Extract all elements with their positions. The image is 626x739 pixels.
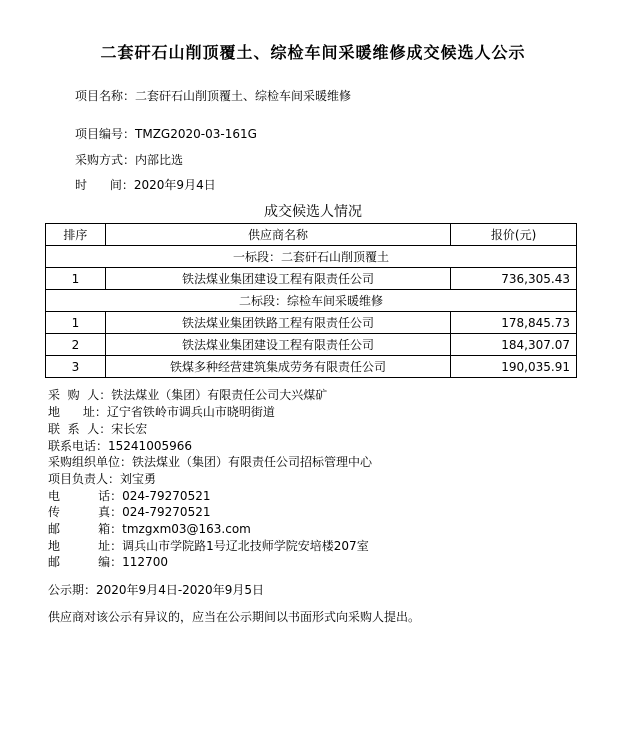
zip-line xyxy=(48,553,168,570)
organizer-label: 采购组织单位： xyxy=(48,455,133,469)
rank-cell: 1 xyxy=(46,312,106,334)
contact-phone-label: 联系电话： xyxy=(48,439,109,453)
project-lead-value: 刘宝勇 xyxy=(120,472,157,486)
project-lead-label: 项目负责人： xyxy=(48,472,121,486)
table-row xyxy=(46,268,577,290)
tel-line xyxy=(48,487,210,504)
procurement-method-label: 采购方式： xyxy=(75,153,136,167)
organizer-value: 铁法煤业（集团）有限责任公司招标管理中心 xyxy=(132,455,373,469)
fax-line xyxy=(48,503,210,520)
address-value: 辽宁省铁岭市调兵山市晓明街道 xyxy=(106,405,275,419)
purchaser-label: 采 购 人： xyxy=(48,388,112,402)
project-code-value: TMZG2020-03-161G xyxy=(135,127,257,141)
time-value: 2020年9月4日 xyxy=(133,178,216,192)
time-label: 时 间： xyxy=(75,178,134,192)
email-label: 邮 箱： xyxy=(48,522,123,536)
project-code-line xyxy=(75,125,257,142)
project-name-line xyxy=(75,87,351,104)
purchaser-value: 铁法煤业（集团）有限责任公司大兴煤矿 xyxy=(111,388,328,402)
table-row xyxy=(46,312,577,334)
fax-label: 传 真： xyxy=(48,505,123,519)
segment-row xyxy=(46,246,577,268)
contact-person-line xyxy=(48,420,147,437)
segment-label: 一标段：二套矸石山削顶覆土 xyxy=(46,246,577,268)
table-row xyxy=(46,334,577,356)
table-header-row xyxy=(46,224,577,246)
address-label: 地 址： xyxy=(48,405,107,419)
procurement-method-value: 内部比选 xyxy=(135,153,184,167)
supplier-cell: 铁法煤业集团建设工程有限责任公司 xyxy=(105,268,450,290)
tel-label: 电 话： xyxy=(48,489,123,503)
announcement-title: 二套矸石山削顶覆土、综检车间采暖维修成交候选人公示 xyxy=(100,43,526,62)
fax-value: 024-79270521 xyxy=(122,505,211,519)
table-title: 成交候选人情况 xyxy=(264,204,362,220)
rank-cell: 2 xyxy=(46,334,106,356)
contact-person-label: 联 系 人： xyxy=(48,422,112,436)
email-value: tmzgxm03@163.com xyxy=(122,522,251,536)
supplier-cell: 铁法煤业集团铁路工程有限责任公司 xyxy=(105,312,450,334)
project-lead-line xyxy=(48,470,156,487)
header-supplier: 供应商名称 xyxy=(105,224,450,246)
contact-phone-line xyxy=(48,437,192,454)
purchaser-line xyxy=(48,386,327,403)
tel-value: 024-79270521 xyxy=(122,489,211,503)
segment-row xyxy=(46,290,577,312)
candidates-table xyxy=(45,223,577,378)
header-rank: 排序 xyxy=(46,224,106,246)
header-price: 报价(元) xyxy=(451,224,577,246)
organizer-line xyxy=(48,453,372,470)
procurement-method-line xyxy=(75,151,183,168)
publicity-period-value: 2020年9月4日-2020年9月5日 xyxy=(96,583,264,597)
supplier-cell: 铁煤多种经营建筑集成劳务有限责任公司 xyxy=(105,356,450,378)
org-address-value: 调兵山市学院路1号辽北技师学院安培楼207室 xyxy=(122,539,369,553)
segment-label: 二标段：综检车间采暖维修 xyxy=(46,290,577,312)
address-line xyxy=(48,403,275,420)
objection-notice: 供应商对该公示有异议的，应当在公示期间以书面形式向采购人提出。 xyxy=(48,610,421,624)
rank-cell: 1 xyxy=(46,268,106,290)
project-name-label: 项目名称： xyxy=(75,89,136,103)
project-code-label: 项目编号： xyxy=(75,127,136,141)
supplier-cell: 铁法煤业集团建设工程有限责任公司 xyxy=(105,334,450,356)
publicity-period-line xyxy=(48,581,264,598)
email-line xyxy=(48,520,251,537)
contact-phone-value: 15241005966 xyxy=(108,439,192,453)
price-cell: 178,845.73 xyxy=(451,312,577,334)
rank-cell: 3 xyxy=(46,356,106,378)
project-name-value: 二套矸石山削顶覆土、综检车间采暖维修 xyxy=(135,89,352,103)
org-address-label: 地 址： xyxy=(48,539,123,553)
zip-label: 邮 编： xyxy=(48,555,123,569)
org-address-line xyxy=(48,537,369,554)
table-row xyxy=(46,356,577,378)
publicity-period-label: 公示期： xyxy=(48,583,97,597)
zip-value: 112700 xyxy=(122,555,168,569)
contact-person-value: 宋长宏 xyxy=(111,422,148,436)
time-line xyxy=(75,176,216,193)
price-cell: 736,305.43 xyxy=(451,268,577,290)
price-cell: 184,307.07 xyxy=(451,334,577,356)
price-cell: 190,035.91 xyxy=(451,356,577,378)
